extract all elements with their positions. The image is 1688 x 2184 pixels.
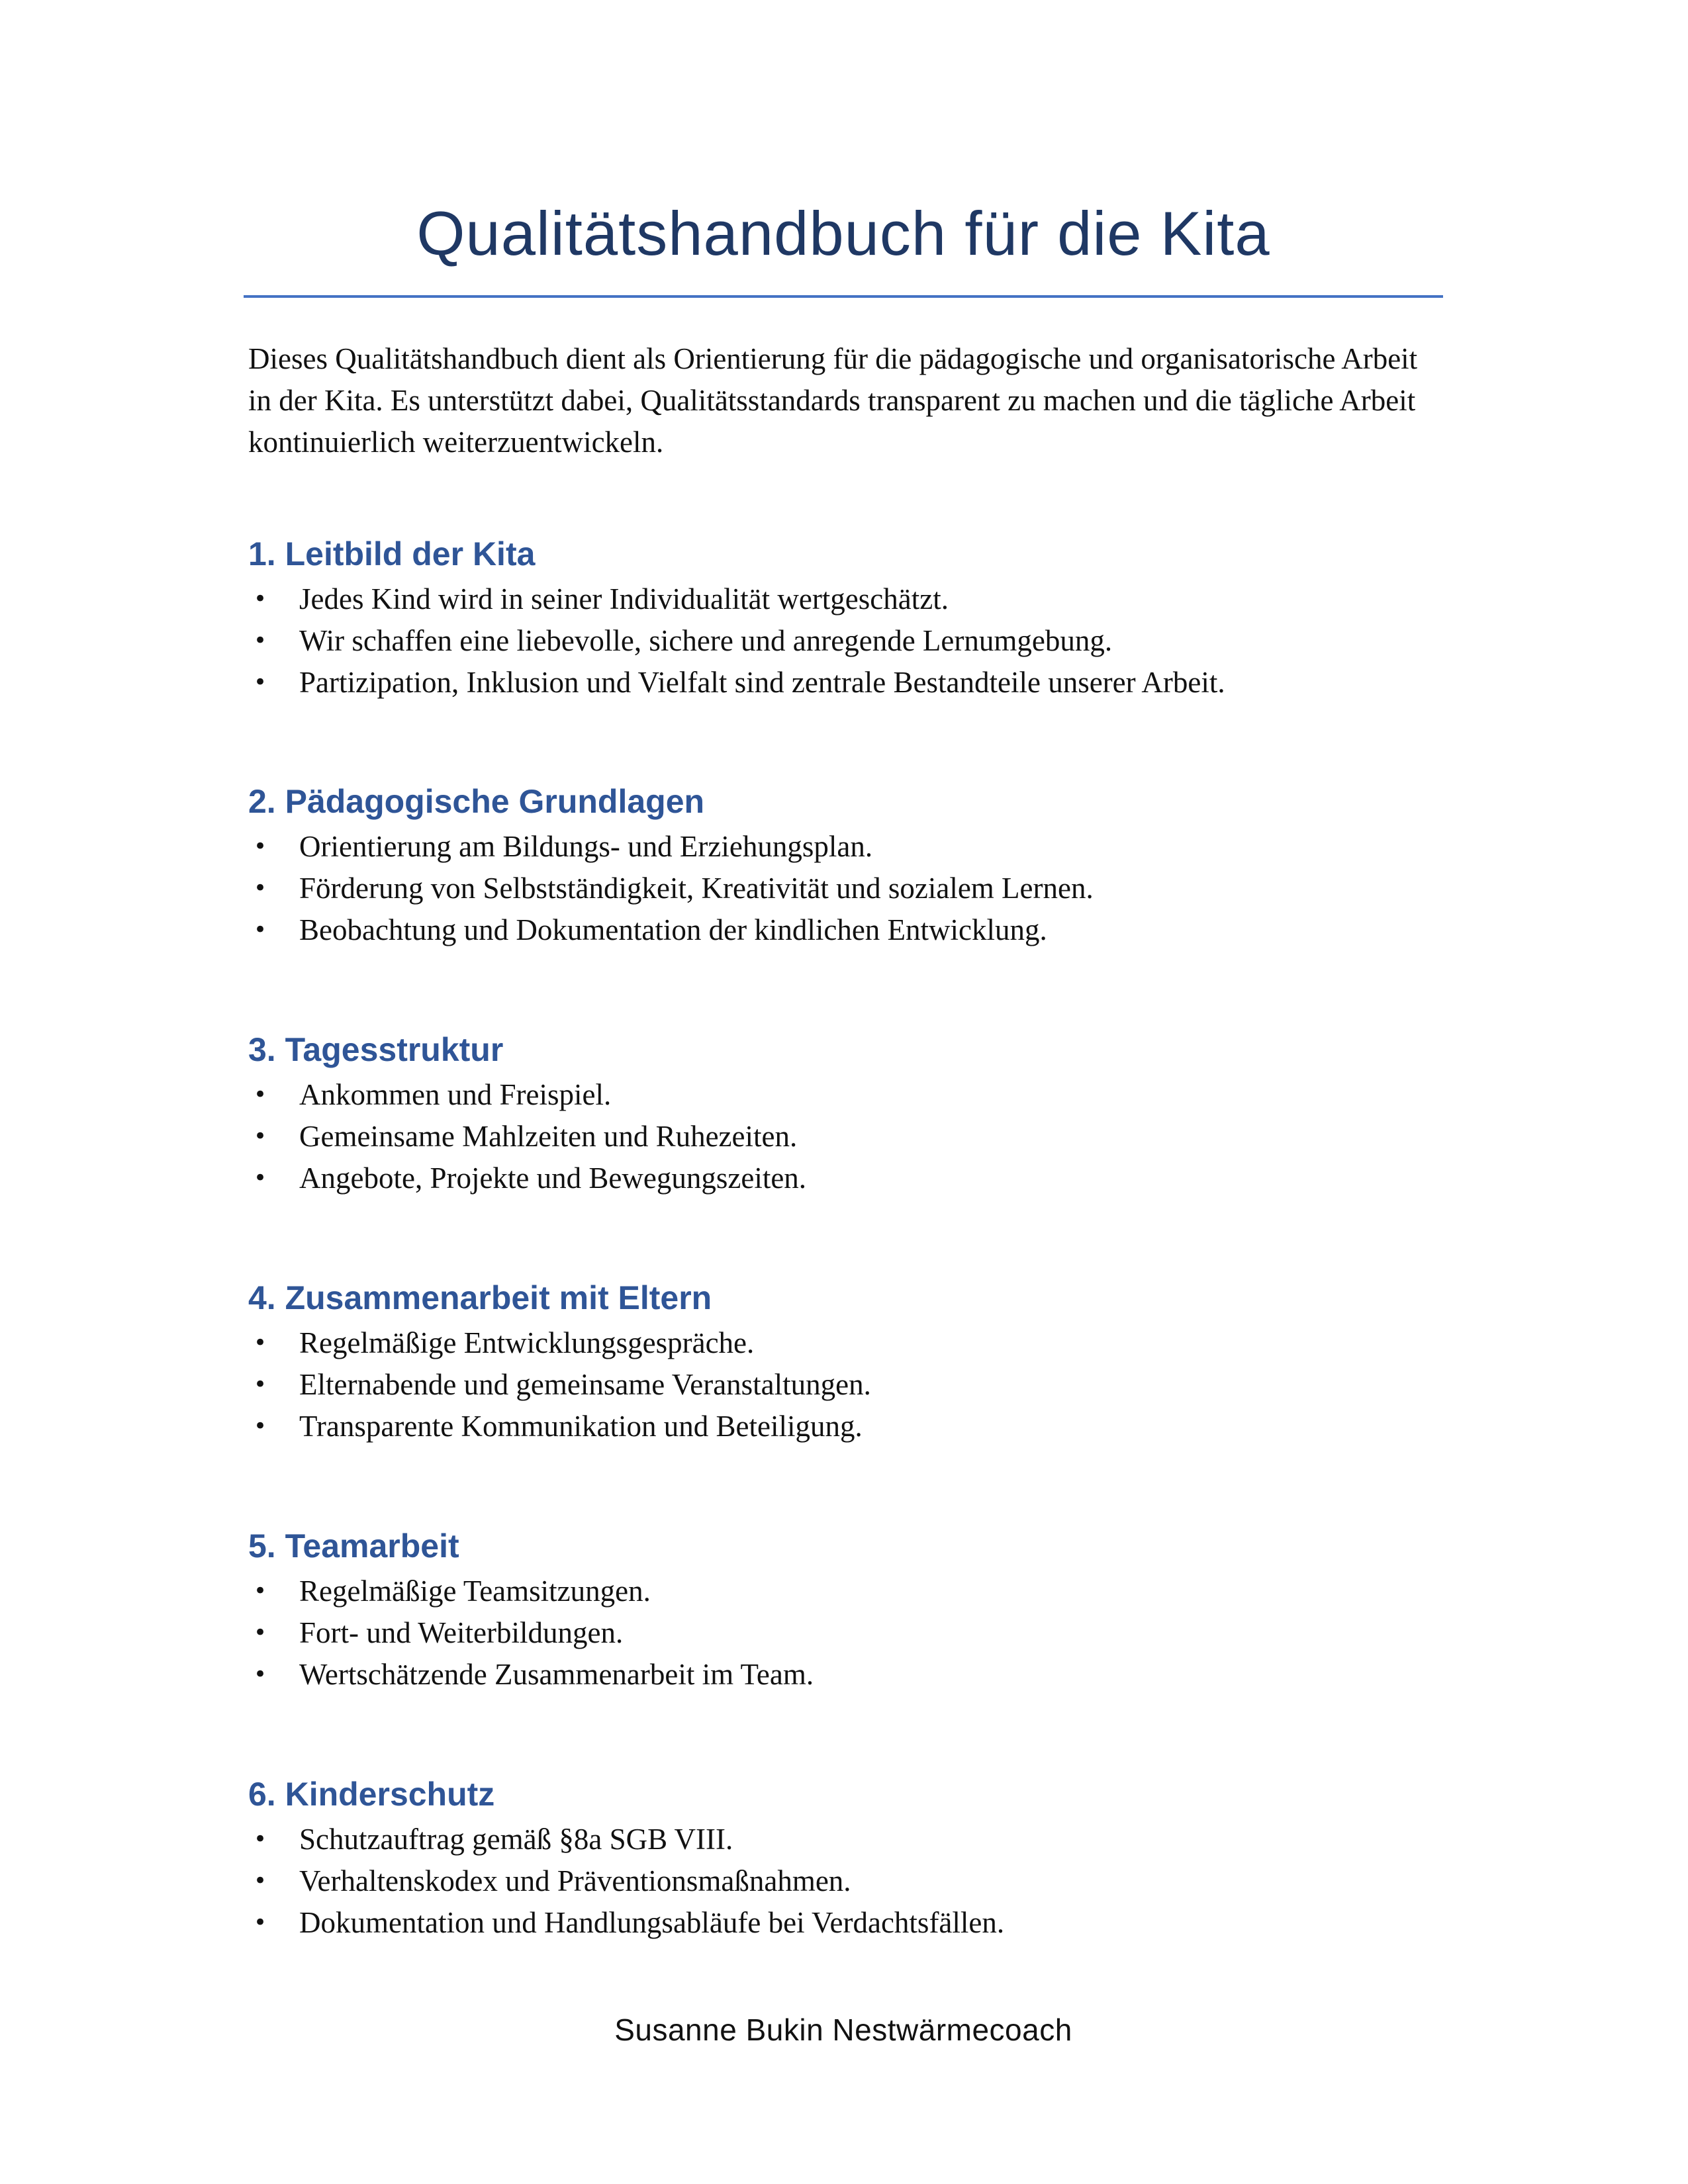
list-item xyxy=(248,1570,1443,1612)
bullet-icon: • xyxy=(253,1619,267,1646)
list-item-text: Orientierung am Bildungs- und Erziehungsplan. xyxy=(299,830,873,863)
list-item xyxy=(248,826,1443,868)
bullet-icon: • xyxy=(253,1123,267,1150)
list-item xyxy=(248,1860,1443,1902)
list-item xyxy=(248,1322,1443,1364)
list-item xyxy=(248,662,1443,704)
list-item-text: Wertschätzende Zusammenarbeit im Team. xyxy=(299,1658,814,1691)
section-kinderschutz xyxy=(248,1771,1443,1944)
bullet-icon: • xyxy=(253,1330,267,1356)
list-item xyxy=(248,1116,1443,1158)
list-item xyxy=(248,1654,1443,1696)
bullet-icon: • xyxy=(253,833,267,860)
list-item-text: Angebote, Projekte und Bewegungszeiten. xyxy=(299,1161,807,1195)
section-heading: 6. Kinderschutz xyxy=(248,1776,495,1813)
list-item-text: Ankommen und Freispiel. xyxy=(299,1078,612,1111)
list-item-text: Gemeinsame Mahlzeiten und Ruhezeiten. xyxy=(299,1120,798,1153)
bullet-icon: • xyxy=(253,1868,267,1894)
bullet-list xyxy=(248,1570,1443,1696)
section-tagesstruktur xyxy=(248,1026,1443,1199)
list-item xyxy=(248,868,1443,909)
bullet-icon: • xyxy=(253,627,267,654)
list-item-text: Verhaltenskodex und Präventionsmaßnahmen. xyxy=(299,1864,851,1897)
bullet-icon: • xyxy=(253,1371,267,1398)
section-teamarbeit xyxy=(248,1523,1443,1696)
footer-author: Susanne Bukin Nestwärmecoach xyxy=(614,2013,1072,2047)
section-heading: 4. Zusammenarbeit mit Eltern xyxy=(248,1279,712,1316)
section-heading: 3. Tagesstruktur xyxy=(248,1031,504,1068)
title-underline xyxy=(244,295,1443,298)
list-item-text: Fort- und Weiterbildungen. xyxy=(299,1616,624,1649)
section-paedagogische-grundlagen xyxy=(248,778,1443,951)
list-item xyxy=(248,1074,1443,1116)
list-item-text: Dokumentation und Handlungsabläufe bei Verdachtsfällen. xyxy=(299,1906,1005,1939)
list-item xyxy=(248,909,1443,951)
list-item-text: Regelmäßige Entwicklungsgespräche. xyxy=(299,1326,755,1359)
bullet-icon: • xyxy=(253,1578,267,1604)
bullet-list xyxy=(248,1322,1443,1447)
bullet-icon: • xyxy=(253,669,267,696)
list-item xyxy=(248,1819,1443,1860)
bullet-icon: • xyxy=(253,1081,267,1108)
bullet-icon: • xyxy=(253,586,267,612)
bullet-icon: • xyxy=(253,1909,267,1936)
list-item xyxy=(248,1902,1443,1944)
bullet-list xyxy=(248,578,1443,704)
list-item xyxy=(248,1612,1443,1654)
bullet-list xyxy=(248,1819,1443,1944)
bullet-list xyxy=(248,826,1443,951)
list-item-text: Wir schaffen eine liebevolle, sichere und anregende Lernumgebung. xyxy=(299,624,1113,657)
bullet-icon: • xyxy=(253,917,267,943)
list-item-text: Elternabende und gemeinsame Veranstaltungen. xyxy=(299,1368,871,1401)
bullet-icon: • xyxy=(253,1661,267,1688)
list-item xyxy=(248,1158,1443,1199)
list-item xyxy=(248,578,1443,620)
section-heading: 1. Leitbild der Kita xyxy=(248,535,536,572)
section-zusammenarbeit-eltern xyxy=(248,1275,1443,1447)
bullet-icon: • xyxy=(253,1165,267,1191)
list-item-text: Jedes Kind wird in seiner Individualität wertgeschätzt. xyxy=(299,582,949,615)
list-item-text: Förderung von Selbstständigkeit, Kreativität und sozialem Lernen. xyxy=(299,872,1094,905)
bullet-list xyxy=(248,1074,1443,1199)
bullet-icon: • xyxy=(253,1826,267,1852)
list-item-text: Schutzauftrag gemäß §8a SGB VIII. xyxy=(299,1823,733,1856)
document-title: Qualitätshandbuch für die Kita xyxy=(416,199,1270,268)
list-item-text: Partizipation, Inklusion und Vielfalt sind zentrale Bestandteile unserer Arbeit. xyxy=(299,666,1225,699)
list-item-text: Beobachtung und Dokumentation der kindlichen Entwicklung. xyxy=(299,913,1047,946)
bullet-icon: • xyxy=(253,875,267,901)
intro-paragraph: Dieses Qualitätshandbuch dient als Orientierung für die pädagogische und organisatorische Arbeit in der Kita. Es unterstützt dabei, Qualitätsstandards transparent zu machen und die tägliche Arbeit kontinuierlich weiterzuentwickeln. xyxy=(248,342,1418,459)
list-item xyxy=(248,620,1443,662)
list-item-text: Transparente Kommunikation und Beteiligung. xyxy=(299,1410,863,1443)
section-heading: 2. Pädagogische Grundlagen xyxy=(248,783,705,820)
list-item-text: Regelmäßige Teamsitzungen. xyxy=(299,1574,651,1608)
section-leitbild xyxy=(248,531,1443,704)
bullet-icon: • xyxy=(253,1413,267,1439)
section-heading: 5. Teamarbeit xyxy=(248,1527,459,1565)
list-item xyxy=(248,1406,1443,1447)
list-item xyxy=(248,1364,1443,1406)
